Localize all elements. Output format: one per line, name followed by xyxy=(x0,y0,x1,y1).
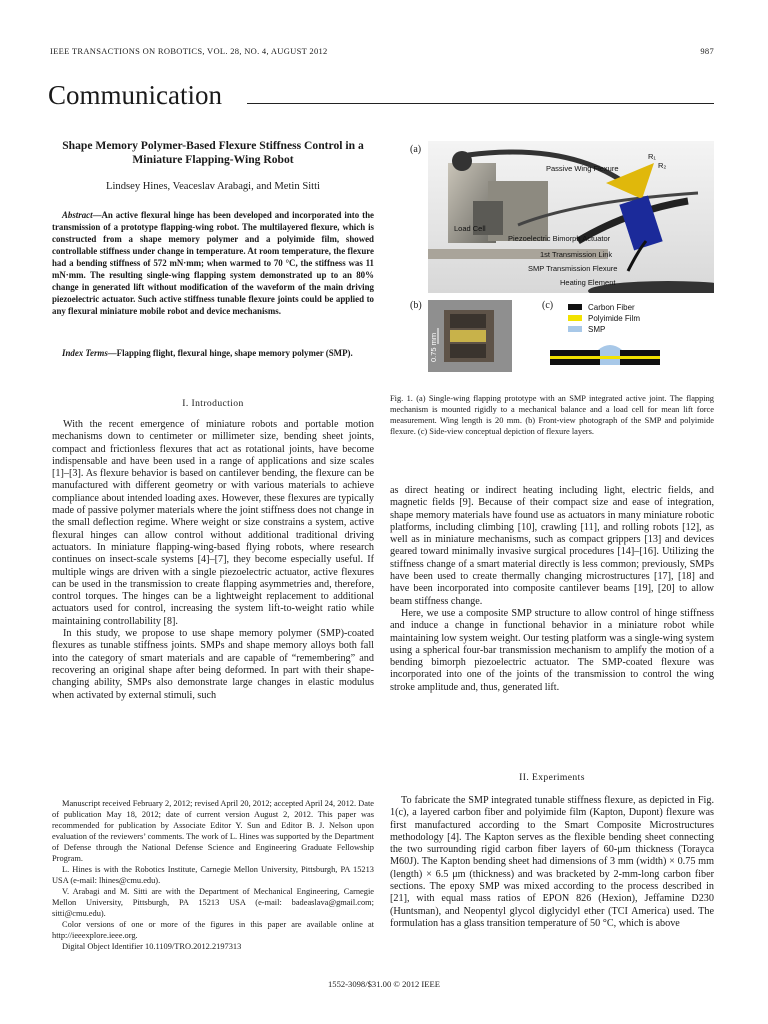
experiments-body xyxy=(390,795,714,930)
section-title: Communication xyxy=(48,80,222,110)
index-terms-lead: Index Terms xyxy=(62,348,108,358)
experiments-paragraph-1: To fabricate the SMP integrated tunable stiffness flexure, as depicted in Fig. 1(c), a layered carbon fiber and polyimide film (Kapton, Dupont) flexure was first manufactured according to the Smart Composite Microstructures methodology [4]. The Kapton serves as the flexible bending sheet connecting the two surrounding rigid carbon fiber layers of 60-μm thickness (Torayca M60J). The Kapton bending sheet had dimensions of 3 mm (width) × 0.75 mm (length) × 6.5 μm (thickness) and was bracketed by 2-mm-long carbon fiber sections. The epoxy SMP was mixed according to the process described in [21], with equal mass ratios of EPON 826 (Hexion), Jeffamine D230 (Huntsman), and Neopentyl glycol diglycidyl ether (TCI America) used. The formulation has a glass transition temperature of 50 °C, which is above xyxy=(390,795,714,929)
intro-heading: I. Introduction xyxy=(182,398,244,409)
legend-swatch-smp xyxy=(568,326,582,332)
legend-carbon-fiber: Carbon Fiber xyxy=(588,303,635,312)
figure-label-a: (a) xyxy=(410,144,422,155)
label-r1: R₁ xyxy=(648,152,656,161)
legend-swatch-polyimide xyxy=(568,315,582,321)
prototype-photo-illustration xyxy=(428,141,714,293)
legend-polyimide-film: Polyimide Film xyxy=(588,314,641,323)
page-number: 987 xyxy=(700,46,714,56)
right-paragraph-2: Here, we use a composite SMP structure to allow control of hinge stiffness and induce a change in functional behavior in a miniature robot while maintaining low system weight. Our testing platform was a single-wing system using a spherical four-bar transmission mechanism to amplify the motion of a bending bimorph piezoelectric actuator. The SMP-coated flexure was incorporated into one of the joints of the transmission to control the wing stroke amplitude and, thus, generated lift. xyxy=(390,607,714,693)
experiments-heading: II. Experiments xyxy=(519,772,585,783)
index-terms xyxy=(52,347,374,359)
label-passive-wing-flexure: Passive Wing Flexure xyxy=(546,164,619,173)
legend-smp: SMP xyxy=(588,325,606,334)
label-smp-flexure: SMP Transmission Flexure xyxy=(528,264,618,273)
figure-photo-b xyxy=(428,300,512,372)
right-paragraph-1: as direct heating or indirect heating including light, electric fields, and magnetic fields [9]. Because of their compact size and ease of integration, shape memory materials have found use as actuators in many miniature robotic platforms, including climbing [10], crawling [11], and rolling robots [12], as well as in miniature mechanisms, such as compact grippers [13] and devices geared toward minimally invasive surgical procedures [14]–[16]. Utilizing the stiffness change of a smart material directly is less common; previously, SMPs have been used to create thermally changing microstructures [17], [18] and have been incorporated into composite cantilever beams [19], [20] to allow beam stiffness change. xyxy=(390,485,714,607)
paper-title: Shape Memory Polymer-Based Flexure Stiffness Control in a Miniature Flapping-Wing Robot xyxy=(62,139,364,166)
intro-paragraph-2: In this study, we propose to use shape memory polymer (SMP)-coated flexures as tunable stiffness joints. SMPs and shape memory alloys both fall into the category of smart materials and are capable of “remembering” and recovering an original shape after being deformed. In part with their shape-changing ability, SMPs also demonstrate large changes in elastic modulus when activated by external stimuli, such xyxy=(52,628,374,701)
footnote-4: Color versions of one or more of the figures in this paper are available online at http://ieeexplore.ieee.org. xyxy=(52,920,374,940)
running-header xyxy=(50,46,714,58)
footnote-3: V. Arabagi and M. Sitti are with the Department of Mechanical Engineering, Carnegie Mellon University, Pittsburgh, PA 15213 USA (e-mail: badeaslava@gmail.com; sitti@cmu.edu). xyxy=(52,887,374,918)
figure-label-b: (b) xyxy=(410,300,422,311)
footnote-1: Manuscript received February 2, 2012; revised April 20, 2012; accepted April 24, 2012. Date of publication May 18, 2012; date of current version August 2, 2012. This paper was recommended for publication by Associate Editor Y. Sun and Editor B. J. Nelson upon evaluation of the reviewers’ comments. The work of L. Hines was supported by the Department of Defense through the National Defense Science and Engineering Graduate Fellowship Program. xyxy=(52,799,374,863)
label-piezo: Piezoelectric Bimorph Actuator xyxy=(508,234,611,243)
footnotes xyxy=(52,798,374,952)
title-rule xyxy=(247,103,714,104)
right-column-body xyxy=(390,485,714,694)
scale-label: 0.75 mm xyxy=(429,332,438,362)
abstract-text: —An active flexural hinge has been developed and incorporated into the transmission of a prototype flapping-wing robot. The multilayered flexure, which is constructed from a shape memory polymer and a polyimide film, showed controllable stiffness under change in temperature. At room temperature, the flexure had a bending stiffness of 572 mN·mm; when warmed to 70 °C, the stiffness was 11 mN·mm. The resulting single-wing flapping system demonstrated up to an 80% change in generated lift without modification of the waveform of the main driving piezoelectric actuator. Such active stiffness tunable flexure joints could be applied to any flexural miniature mobile robot and device mechanisms. xyxy=(52,210,374,316)
footer-issn: 1552-3098/$31.00 © 2012 IEEE xyxy=(327,979,441,989)
intro-body xyxy=(52,419,374,702)
label-r2: R₂ xyxy=(658,161,667,170)
flexure-photo-illustration xyxy=(428,300,512,372)
abstract xyxy=(52,209,374,317)
figure-label-c: (c) xyxy=(542,300,554,311)
authors: Lindsey Hines, Veaceslav Arabagi, and Metin Sitti xyxy=(106,181,320,192)
legend-swatch-carbon xyxy=(568,304,582,310)
figure-caption: Fig. 1. (a) Single-wing flapping prototype with an SMP integrated active joint. The flapping mechanism is mounted rigidly to a mechanical balance and a load cell for mean lift force measurement. Wing length is 20 mm. (b) Front-view photograph of the SMP and polyimide flexure. (c) Side-view conceptual depiction of flexure layers. xyxy=(390,394,714,436)
label-heating-element: Heating Element xyxy=(560,278,616,287)
label-transmission-link: 1st Transmission Link xyxy=(540,250,613,259)
journal-info: IEEE TRANSACTIONS ON ROBOTICS, VOL. 28, NO. 4, AUGUST 2012 xyxy=(50,46,328,56)
abstract-lead: Abstract xyxy=(62,210,93,220)
figure-diagram-c xyxy=(550,300,714,372)
index-terms-text: —Flapping flight, flexural hinge, shape memory polymer (SMP). xyxy=(107,348,353,358)
flexure-layers-diagram xyxy=(550,300,714,372)
footnote-2: L. Hines is with the Robotics Institute, Carnegie Mellon University, Pittsburgh, PA 15213 USA (e-mail: lhines@cmu.edu). xyxy=(52,865,374,885)
intro-paragraph-1: With the recent emergence of miniature robots and portable motion mechanisms down to centimeter or millimeter size, bending sheet joints, compact and frictionless flexures that act as rotational joints, have become indispensable and have been used in a range of applications and size scales [1]–[3]. As flexure behavior is based on cantilever bending, the flexure can be manufactured with different geometry or with various materials to achieve compliance about intended loading axes. However, these flexures are typically made of passive polymer materials where the joint stiffness does not change in the small deflection regime. Where weight or size constrains a system, active flexural hinges can allow control without additional traditional driving actuators. In miniature flapping-wing-based flying robots, where research continues on insect-scale systems [4]–[7], they become especially useful. If multiple wings are driven with a single piezoelectric actuator, active flexures can be used in the transmission to create flapping asymmetries and, therefore, control torques. The hinges can be a lightweight replacement to additional actuators used for control, increasing the system lift-to-weight ratio while maintaining controllability [8]. xyxy=(52,419,374,627)
label-load-cell: Load Cell xyxy=(454,224,486,233)
figure-photo-a xyxy=(428,141,714,293)
footnote-5: Digital Object Identifier 10.1109/TRO.2012.2197313 xyxy=(62,942,242,951)
